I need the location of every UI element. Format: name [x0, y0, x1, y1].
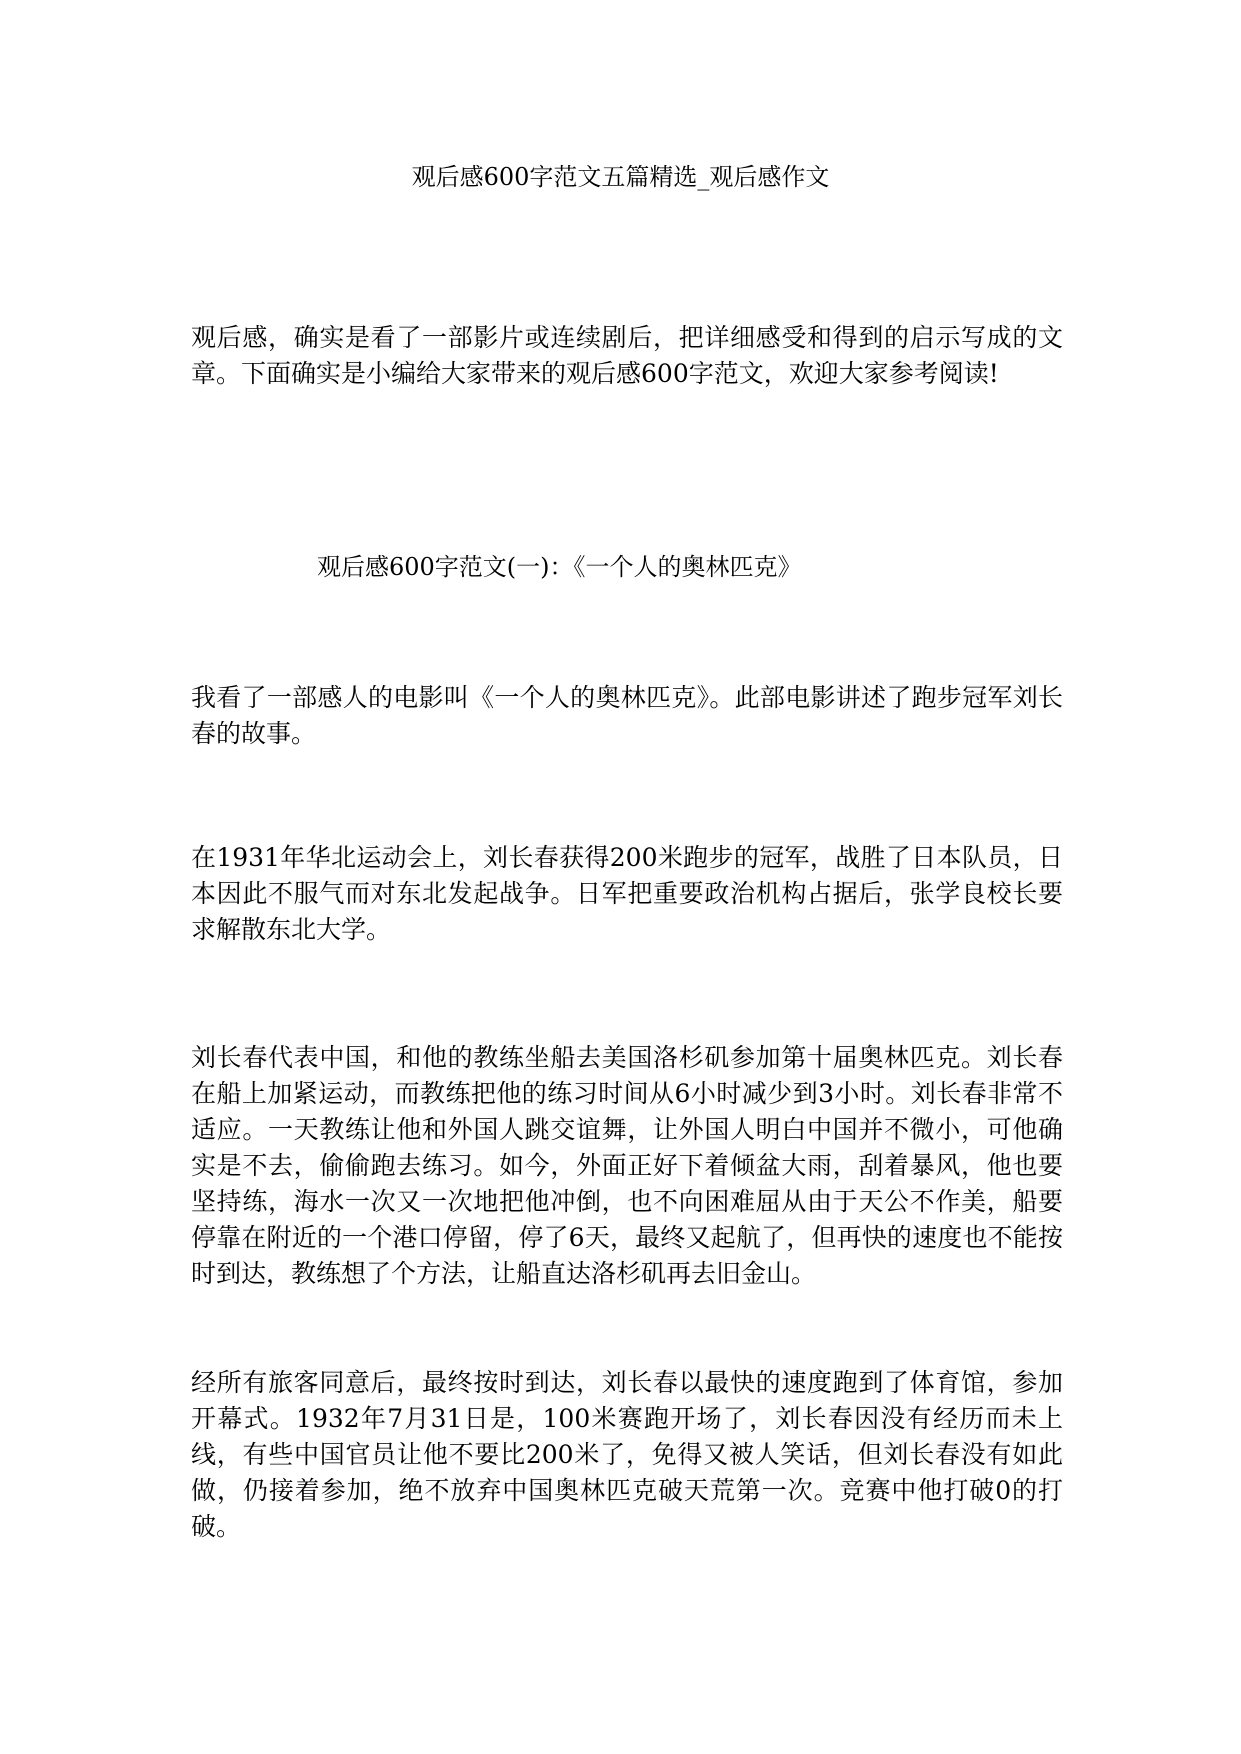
body-paragraph: 我看了一部感人的电影叫《一个人的奥林匹克》。此部电影讲述了跑步冠军刘长春的故事。 — [191, 683, 1063, 748]
body-paragraph: 在1931年华北运动会上，刘长春获得200米跑步的冠军，战胜了日本队员，日本因此不服气而对东北发起战争。日军把重要政治机构占据后，张学良校长要求解散东北大学。 — [191, 843, 1063, 944]
body-paragraph: 刘长春代表中国，和他的教练坐船去美国洛杉矶参加第十届奥林匹克。刘长春在船上加紧运动，而教练把他的练习时间从6小时减少到3小时。刘长春非常不适应。一天教练让他和外国人跳交谊舞，让外国人明白中国并不微小，可他确实是不去，偷偷跑去练习。如今，外面正好下着倾盆大雨，刮着暴风，他也要坚持练，海水一次又一次地把他冲倒，也不向困难屈从由于天公不作美，船要停靠在附近的一个港口停留，停了6天，最终又起航了，但再快的速度也不能按时到达，教练想了个方法，让船直达洛杉矶再去旧金山。 — [191, 1043, 1063, 1288]
intro-paragraph: 观后感，确实是看了一部影片或连续剧后，把详细感受和得到的启示写成的文章。下面确实是小编给大家带来的观后感600字范文，欢迎大家参考阅读! — [191, 323, 1063, 388]
section-heading: 观后感600字范文(一)：《一个人的奥林匹克》 — [317, 553, 802, 581]
body-paragraph: 经所有旅客同意后，最终按时到达，刘长春以最快的速度跑到了体育馆，参加开幕式。1932年7月31日是，100米赛跑开场了，刘长春因没有经历而未上线，有些中国官员让他不要比200米了，免得又被人笑话，但刘长春没有如此做，仍接着参加，绝不放弃中国奥林匹克破天荒第一次。竞赛中他打破0的打破。 — [191, 1368, 1063, 1541]
document-title: 观后感600字范文五篇精选_观后感作文 — [411, 163, 830, 191]
